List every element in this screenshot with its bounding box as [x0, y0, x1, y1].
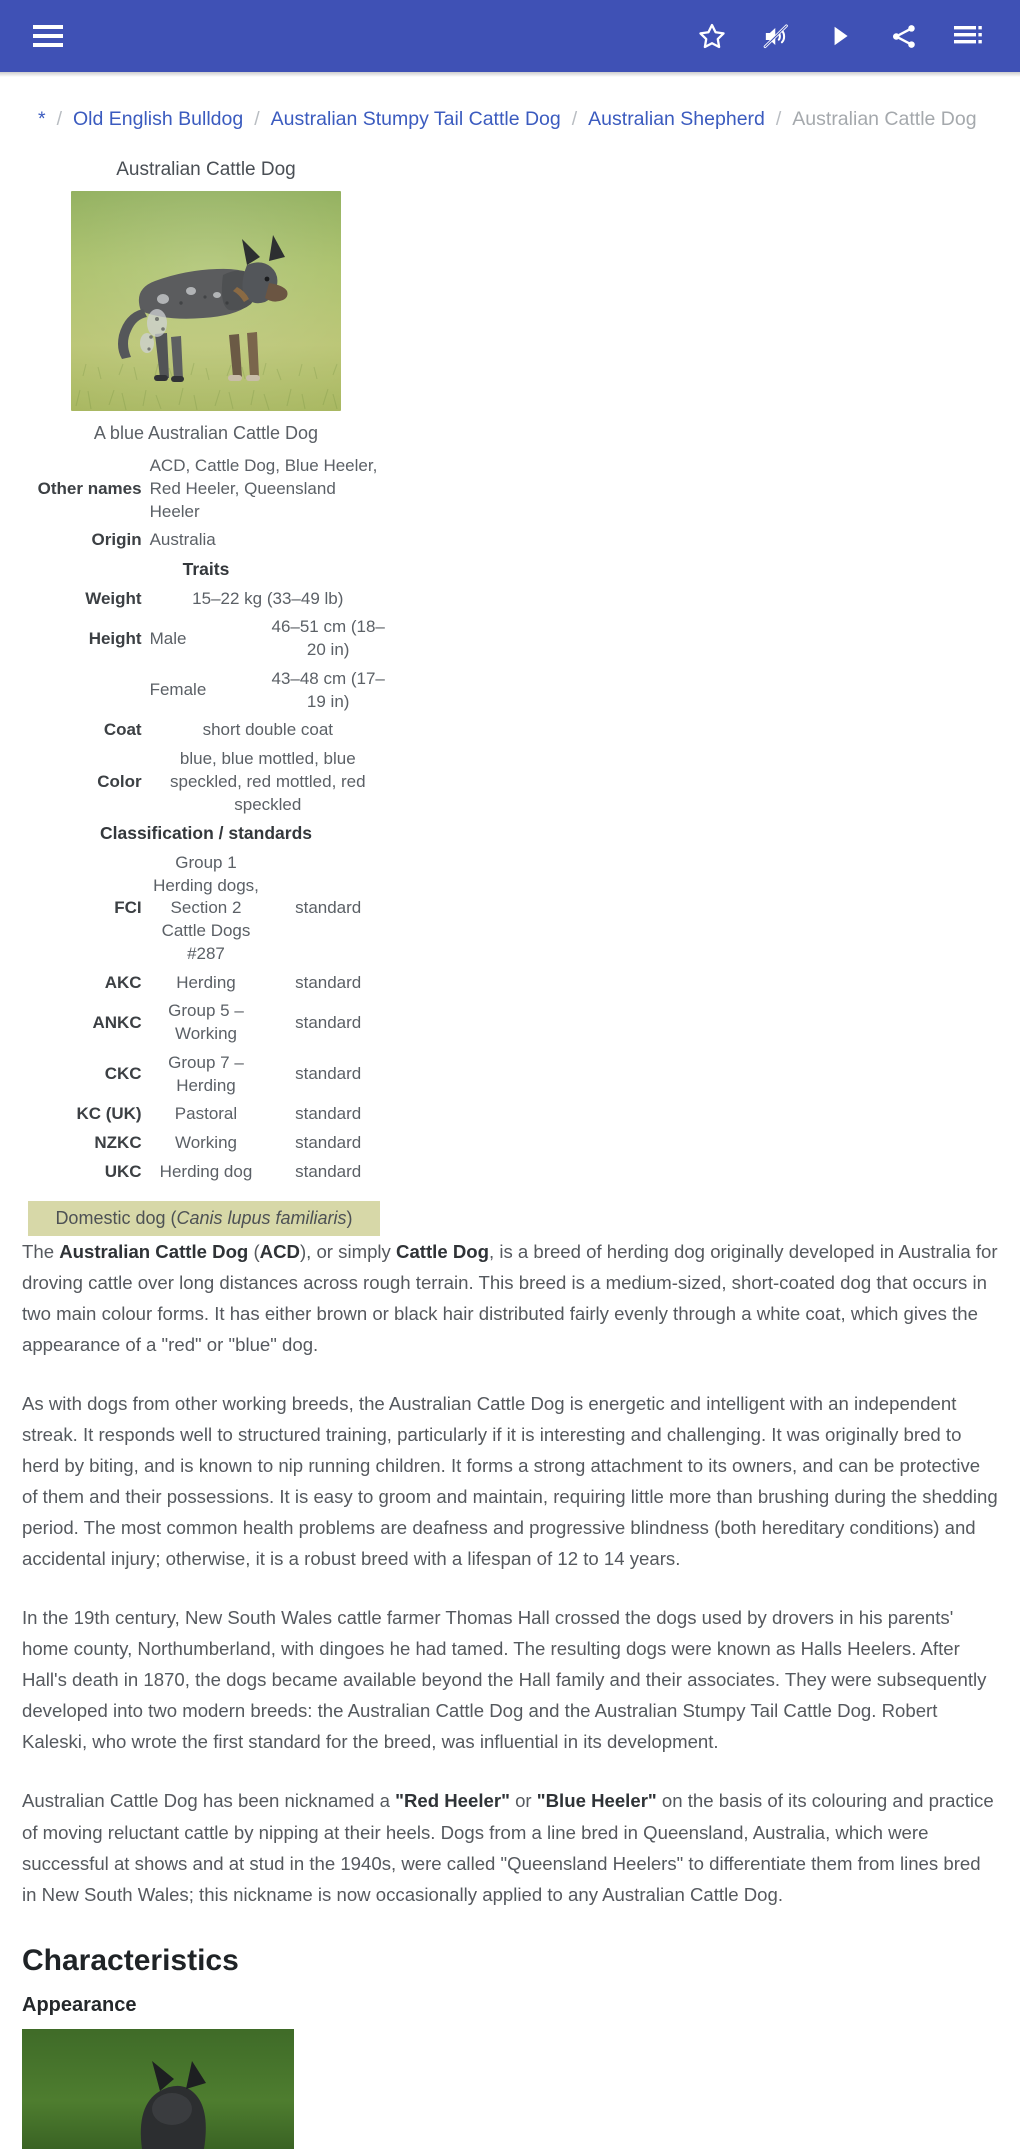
infobox-row-fci [22, 849, 390, 969]
infobox-label-color: Color [97, 771, 142, 791]
infobox-row-kc-uk [22, 1100, 390, 1129]
infobox-label-origin: Origin [91, 530, 142, 550]
emphasis-text: Cattle Dog [396, 1240, 489, 1262]
infobox-value-ckc: Group 7 – Herding [168, 1052, 244, 1095]
infobox-row-height-male [22, 613, 390, 665]
infobox-image [71, 191, 341, 411]
paragraph-temperament [22, 1388, 998, 1574]
infobox-sublabel-male: Male [149, 628, 187, 648]
infobox-value-ukc: Herding dog [159, 1162, 253, 1182]
emphasis-text: "Blue Heeler" [536, 1790, 657, 1812]
infobox-value-kc-uk: Pastoral [174, 1104, 238, 1124]
infobox-value-height-male: 46–51 cm (18–20 in) [271, 617, 385, 660]
taxonomy-suffix: ) [346, 1207, 353, 1228]
infobox-value-fci: Group 1 Herding dogs, Section 2 Cattle Dogs #287 [153, 852, 259, 963]
contents-list-icon[interactable] [942, 10, 994, 62]
infobox-standard-kc-uk[interactable]: standard [295, 1104, 362, 1124]
infobox-value-height-female: 43–48 cm (17–19 in) [271, 668, 385, 711]
infobox-row-ankc [22, 997, 390, 1049]
section-heading-characteristics: Characteristics [22, 1943, 239, 1977]
infobox [22, 151, 390, 1236]
breadcrumb-separator: / [254, 108, 260, 130]
bookmark-star-icon[interactable] [686, 10, 738, 62]
breadcrumb-item-australian-stumpy-tail-cattle-dog[interactable]: Australian Stumpy Tail Cattle Dog [270, 108, 561, 130]
body-text: on the basis of its colouring and practice of moving reluctant cattle by nipping at their heels. Dogs from a line bred in Queensland, Australia, which were successful at shows and at stud in the 1940s, were called "Queensland Heelers" to differentiate them from lines bred in New South Wales; this nickname is now occasionally applied to any Australian Cattle Dog. [22, 1790, 994, 1905]
infobox-standard-ckc[interactable]: standard [295, 1064, 362, 1084]
breadcrumb-separator: / [56, 108, 63, 130]
infobox-row-height-female [22, 665, 390, 717]
article-body [0, 1236, 1020, 1910]
infobox-label-ankc: ANKC [92, 1012, 142, 1032]
infobox-value-origin: Australia [149, 530, 216, 550]
taxonomy-binomial: Canis lupus familiaris [176, 1207, 347, 1228]
infobox-classification-header-row [22, 819, 390, 848]
infobox-label-height: Height [88, 628, 142, 648]
infobox-row-ukc [22, 1158, 390, 1187]
infobox-classification-header: Classification / standards [99, 823, 312, 844]
play-icon[interactable] [814, 10, 866, 62]
body-text: In the 19th century, New South Wales cattle farmer Thomas Hall crossed the dogs used by drovers in his parents' home county, Northumberland, with dingoes he had tamed. The resulting dogs were known as Halls Heelers. After Hall's death in 1870, the dogs became available beyond the Hall family and their associates. They were subsequently developed into two modern breeds: the Australian Cattle Dog and the Australian Stumpy Tail Cattle Dog. Robert Kaleski, who wrote the first standard for the breed, was influential in its development. [22, 1607, 987, 1753]
body-text: , is a breed of herding dog originally developed in Australia for droving cattle over long distances across rough terrain. This breed is a medium-sized, short-coated dog that occurs in two main colour forms. It has either brown or black hair distributed fairly evenly through a white coat, which gives the appearance of a "red" or "blue" dog. [22, 1240, 998, 1355]
breadcrumb-item-australian-shepherd[interactable]: Australian Shepherd [588, 108, 765, 130]
infobox-label-coat: Coat [103, 720, 142, 740]
article-content [0, 151, 1020, 1236]
hamburger-menu-icon[interactable] [22, 10, 74, 62]
emphasis-text: "Red Heeler" [395, 1790, 510, 1812]
body-text: ( [248, 1240, 260, 1262]
infobox-standard-ukc[interactable]: standard [295, 1162, 362, 1182]
infobox-value-weight: 15–22 kg (33–49 lb) [192, 588, 344, 608]
infobox-value-nzkc: Working [174, 1133, 237, 1153]
paragraph-intro [22, 1236, 998, 1360]
app-bar-actions [686, 10, 994, 62]
infobox-title: Australian Cattle Dog [116, 159, 296, 180]
infobox-standard-fci[interactable]: standard [295, 898, 362, 918]
infobox-traits-header: Traits [182, 559, 230, 580]
infobox-value-color: blue, blue mottled, blue speckled, red mottled, red speckled [169, 749, 366, 814]
breadcrumb-item-old-english-bulldog[interactable]: Old English Bulldog [73, 108, 244, 130]
infobox-label-ukc: UKC [104, 1162, 142, 1182]
infobox-value-other-names: ACD, Cattle Dog, Blue Heeler, Red Heeler, Queensland Heeler [149, 456, 378, 521]
subsection-heading-appearance: Appearance [22, 1993, 137, 2016]
mute-speaker-icon[interactable] [750, 10, 802, 62]
infobox-label-akc: AKC [104, 972, 142, 992]
emphasis-text: ACD [259, 1240, 300, 1262]
paragraph-nicknames [22, 1785, 998, 1909]
body-text: ), or simply [299, 1240, 397, 1262]
infobox-row-origin [22, 526, 390, 555]
infobox-label-other-names: Other names [37, 478, 142, 498]
taxonomy-prefix: Domestic dog ( [55, 1207, 177, 1228]
breadcrumb-item-current: Australian Cattle Dog [792, 108, 977, 130]
infobox-label-blank [22, 665, 146, 717]
body-text: As with dogs from other working breeds, the Australian Cattle Dog is energetic and intelligent with an independent streak. It responds well to structured training, particularly if it is interesting and challenging. It was originally bred to herd by biting, and is known to nip running children. It forms a strong attachment to its owners, and can be protective of them and their possessions. It is easy to groom and maintain, requiring little more than brushing during the shedding period. The most common health problems are deafness and progressive blindness (both hereditary conditions) and accidental injury; otherwise, it is a robust breed with a lifespan of 12 to 14 years. [22, 1392, 998, 1570]
infobox-table [22, 452, 390, 1187]
infobox-label-nzkc: NZKC [94, 1133, 142, 1153]
infobox-caption: A blue Australian Cattle Dog [93, 423, 319, 443]
appearance-image [22, 2029, 294, 2149]
infobox-row-coat [22, 716, 390, 745]
infobox-label-ckc: CKC [104, 1064, 142, 1084]
breadcrumb [0, 72, 1020, 145]
infobox-value-ankc: Group 5 – Working [168, 1001, 244, 1044]
breadcrumb-separator: / [571, 108, 578, 130]
infobox-value-coat: short double coat [202, 720, 333, 740]
infobox-label-fci: FCI [114, 898, 142, 918]
infobox-row-ckc [22, 1049, 390, 1101]
emphasis-text: Australian Cattle Dog [59, 1240, 249, 1262]
body-text: or [509, 1790, 537, 1812]
infobox-standard-nzkc[interactable]: standard [295, 1133, 362, 1153]
infobox-standard-akc[interactable]: standard [295, 972, 362, 992]
infobox-row-akc [22, 969, 390, 998]
body-text: The [22, 1240, 60, 1262]
paragraph-history [22, 1602, 998, 1757]
infobox-row-nzkc [22, 1129, 390, 1158]
infobox-value-akc: Herding [176, 972, 236, 992]
infobox-label-weight: Weight [85, 588, 142, 608]
infobox-row-other-names [22, 452, 390, 526]
breadcrumb-separator: / [775, 108, 782, 130]
breadcrumb-home[interactable]: * [38, 108, 46, 130]
infobox-traits-header-row [22, 555, 390, 584]
infobox-standard-ankc[interactable]: standard [295, 1012, 362, 1032]
body-text: Australian Cattle Dog has been nicknamed a [22, 1790, 396, 1812]
infobox-row-weight [22, 585, 390, 614]
infobox-taxonomy-bar[interactable] [28, 1201, 380, 1236]
infobox-row-color [22, 745, 390, 819]
infobox-sublabel-female: Female [149, 680, 207, 700]
infobox-label-kc-uk: KC (UK) [76, 1104, 142, 1124]
share-icon[interactable] [878, 10, 930, 62]
app-bar [0, 0, 1020, 72]
